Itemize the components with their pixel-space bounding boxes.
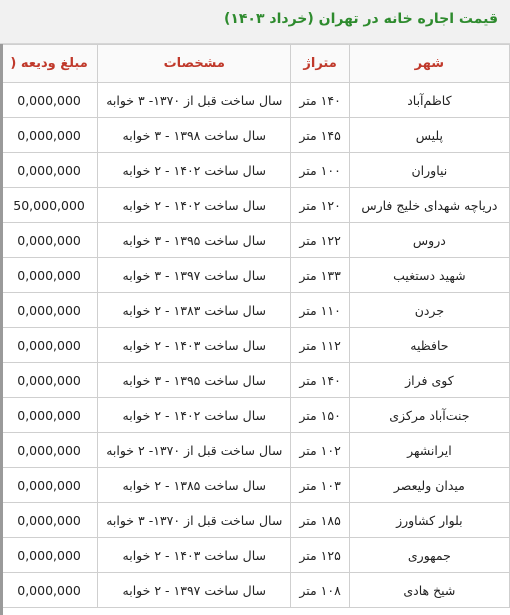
cell-city: ایرانشهر [349, 433, 509, 468]
cell-deposit: 0,000,000 [1, 153, 98, 188]
table-row [1, 223, 510, 258]
cell-city: میدان ولیعصر [349, 468, 509, 503]
cell-area: ۱۲۵ متر [291, 538, 349, 573]
cell-deposit: 0,000,000 [1, 538, 98, 573]
table-row [1, 328, 510, 363]
table-header-row [1, 45, 510, 83]
cell-spec: سال ساخت ۱۳۸۳ - ۲ خوابه [98, 293, 291, 328]
table-title-bar [0, 0, 510, 44]
cell-city: شیخ هادی [349, 573, 509, 608]
cell-spec: سال ساخت ۱۳۸۵ - ۲ خوابه [98, 468, 291, 503]
cell-deposit: 0,000,000 [1, 503, 98, 538]
table-row [1, 188, 510, 223]
cell-spec: سال ساخت ۱۴۰۳ - ۲ خوابه [98, 538, 291, 573]
cell-area: ۱۲۰ متر [291, 188, 349, 223]
header-deposit: مبلغ ودیعه ( [1, 45, 98, 83]
cell-area: ۱۰۸ متر [291, 573, 349, 608]
cell-area: ۱۰۳ متر [291, 468, 349, 503]
cell-spec: سال ساخت ۱۴۰۳ - ۲ خوابه [98, 328, 291, 363]
cell-spec: سال ساخت ۱۳۹۸ - ۳ خوابه [98, 118, 291, 153]
cell-deposit: 0,000,000 [1, 573, 98, 608]
cell-city: جردن [349, 293, 509, 328]
cell-city: حافظیه [349, 328, 509, 363]
table-row [1, 468, 510, 503]
cell-spec: سال ساخت قبل از ۱۳۷۰- ۳ خوابه [98, 83, 291, 118]
cell-spec: سال ساخت ۱۴۰۲ - ۲ خوابه [98, 398, 291, 433]
cell-city: دریاچه شهدای خلیج فارس [349, 188, 509, 223]
cell-deposit: 50,000,000 [1, 188, 98, 223]
cell-deposit: 0,000,000 [1, 258, 98, 293]
table-row [1, 503, 510, 538]
header-area: متراژ [291, 45, 349, 83]
table-row [1, 398, 510, 433]
cell-city: کاظم‌آباد [349, 83, 509, 118]
cell-deposit: 0,000,000 [1, 118, 98, 153]
cell-spec: سال ساخت ۱۴۰۲ - ۲ خوابه [98, 153, 291, 188]
cell-area: ۱۸۵ متر [291, 503, 349, 538]
cell-area: ۱۱۲ متر [291, 328, 349, 363]
cell-city: دروس [349, 223, 509, 258]
cell-deposit: 0,000,000 [1, 293, 98, 328]
header-spec: مشخصات [98, 45, 291, 83]
cell-city: پلیس [349, 118, 509, 153]
cell-city: جمهوری [349, 538, 509, 573]
cell-spec: سال ساخت ۱۴۰۲ - ۲ خوابه [98, 188, 291, 223]
cell-deposit: 0,000,000 [1, 398, 98, 433]
cell-spec: سال ساخت قبل از ۱۳۷۰- ۳ خوابه [98, 503, 291, 538]
cell-city: کوی فراز [349, 363, 509, 398]
cell-spec: سال ساخت ۱۳۹۵ - ۳ خوابه [98, 223, 291, 258]
cell-spec: سال ساخت قبل از ۱۳۷۰- ۲ خوابه [98, 433, 291, 468]
cell-city: نیاوران [349, 153, 509, 188]
table-body [1, 83, 510, 608]
cell-deposit: 0,000,000 [1, 433, 98, 468]
cell-area: ۱۵۰ متر [291, 398, 349, 433]
table-row [1, 573, 510, 608]
cell-area: ۱۴۰ متر [291, 363, 349, 398]
table-row [1, 538, 510, 573]
cell-spec: سال ساخت ۱۳۹۵ - ۳ خوابه [98, 363, 291, 398]
cell-deposit: 0,000,000 [1, 83, 98, 118]
table-row [1, 153, 510, 188]
cell-area: ۱۳۳ متر [291, 258, 349, 293]
table-row [1, 293, 510, 328]
cell-city: بلوار کشاورز [349, 503, 509, 538]
cell-area: ۱۴۵ متر [291, 118, 349, 153]
cell-city: جنت‌آباد مرکزی [349, 398, 509, 433]
cell-area: ۱۰۰ متر [291, 153, 349, 188]
table-row [1, 433, 510, 468]
cell-area: ۱۱۰ متر [291, 293, 349, 328]
header-city: شهر [349, 45, 509, 83]
cell-deposit: 0,000,000 [1, 223, 98, 258]
cell-deposit: 0,000,000 [1, 363, 98, 398]
cell-city: شهید دستغیب [349, 258, 509, 293]
left-edge-divider [0, 44, 3, 615]
table-title: قیمت اجاره خانه در تهران (خرداد ۱۴۰۳) [223, 11, 498, 27]
table-row [1, 83, 510, 118]
table-row [1, 258, 510, 293]
table-row [1, 363, 510, 398]
cell-spec: سال ساخت ۱۳۹۷ - ۲ خوابه [98, 573, 291, 608]
table-row [1, 118, 510, 153]
cell-spec: سال ساخت ۱۳۹۷ - ۳ خوابه [98, 258, 291, 293]
cell-deposit: 0,000,000 [1, 468, 98, 503]
cell-area: ۱۲۲ متر [291, 223, 349, 258]
cell-area: ۱۰۲ متر [291, 433, 349, 468]
cell-area: ۱۴۰ متر [291, 83, 349, 118]
cell-deposit: 0,000,000 [1, 328, 98, 363]
rent-price-table [0, 44, 510, 608]
